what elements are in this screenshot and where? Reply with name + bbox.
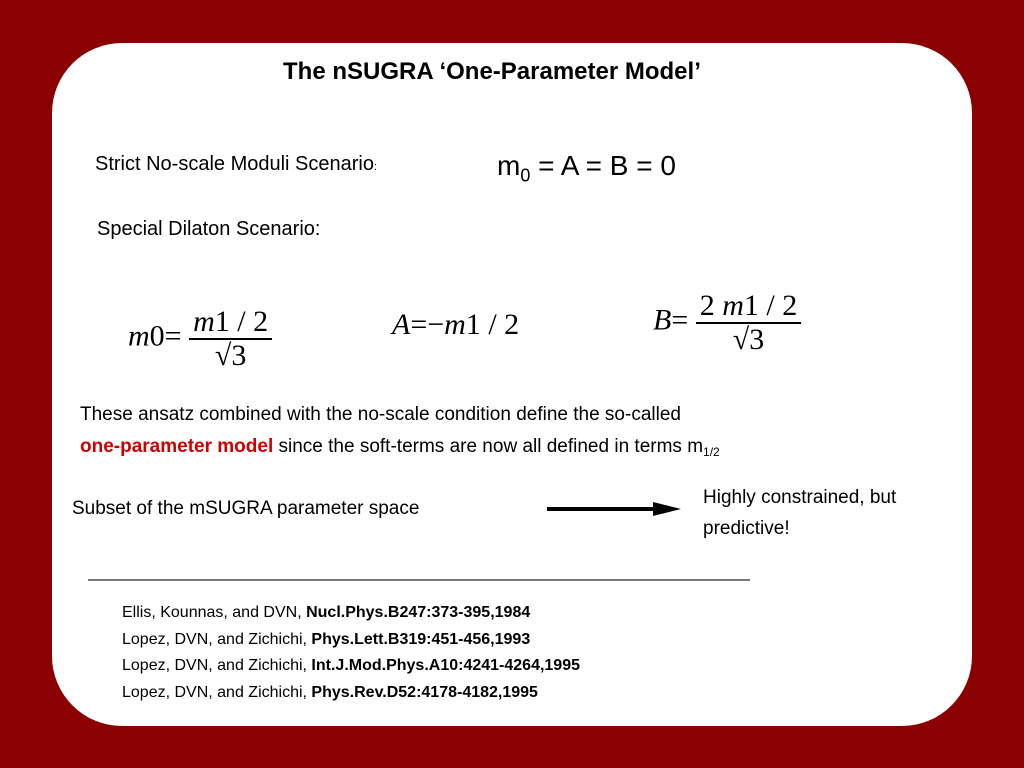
strict-m-sub: 0 — [520, 165, 531, 186]
eq2-eq: =− — [410, 308, 445, 341]
eq3-numerator — [696, 290, 802, 324]
ansatz-line-1: These ansatz combined with the no-scale condition define the so-called — [80, 404, 681, 425]
eq3-lhs: B — [653, 303, 672, 337]
reference-item — [122, 680, 580, 707]
eq3-num-rest: 1 / 2 — [743, 289, 798, 322]
strict-scenario-label: Strict No-scale Moduli Scenario — [95, 153, 374, 175]
reference-journal: Phys.Rev.D52:4178-4182,1995 — [311, 683, 538, 701]
reference-item — [122, 627, 580, 654]
strict-m: m — [497, 150, 521, 181]
eq3-eq: = — [671, 303, 689, 337]
dilaton-label: Special Dilaton Scenario: — [97, 218, 321, 240]
ansatz-sub: 1/2 — [703, 445, 720, 459]
subset-text: Subset of the mSUGRA parameter space — [72, 498, 420, 519]
equation-B — [653, 290, 801, 355]
equation-A — [392, 308, 519, 342]
references — [122, 600, 580, 706]
eq1-lhs: m — [128, 319, 150, 353]
equation-m0 — [128, 306, 272, 371]
eq1-denominator: √3 — [214, 338, 247, 372]
eq1-num-m: m — [193, 305, 215, 338]
eq1-eq: = — [164, 319, 182, 353]
slide-title: The nSUGRA ‘One-Parameter Model’ — [283, 58, 701, 85]
strict-scenario — [95, 153, 377, 176]
reference-authors: Lopez, DVN, and Zichichi, — [122, 683, 312, 701]
eq2-lhs: A — [392, 308, 411, 341]
ansatz-line-2 — [80, 436, 720, 459]
reference-authors: Lopez, DVN, and Zichichi, — [122, 657, 312, 674]
eq1-num-rest: 1 / 2 — [214, 305, 269, 338]
eq2-m: m — [444, 308, 466, 341]
reference-journal: Phys.Lett.B319:451-456,1993 — [311, 630, 531, 648]
ansatz-line-2-text: since the soft-terms are now all defined in terms m — [273, 436, 704, 457]
eq1-lhs-sub: 0 — [149, 319, 165, 353]
reference-item — [122, 600, 580, 627]
separator-rule: ______________________________________________________________________ — [88, 562, 750, 581]
strict-rest: = A = B = 0 — [530, 150, 676, 181]
eq3-denominator: √3 — [732, 322, 765, 356]
eq3-fraction — [696, 290, 802, 355]
constrained-text — [703, 482, 896, 544]
constrained-line-1: Highly constrained, but — [703, 487, 897, 508]
strict-equation — [497, 150, 676, 187]
one-parameter-highlight: one-parameter model — [80, 436, 274, 457]
reference-item — [122, 653, 580, 680]
reference-authors: Lopez, DVN, and Zichichi, — [122, 630, 312, 648]
constrained-line-2: predictive! — [703, 518, 790, 539]
reference-journal: Nucl.Phys.B247:373-395,1984 — [306, 604, 531, 621]
eq2-rest: 1 / 2 — [465, 308, 520, 341]
eq3-num-2: 2 — [699, 289, 715, 322]
eq3-num-m: m — [722, 289, 744, 322]
eq1-fraction — [189, 306, 272, 371]
reference-authors: Ellis, Kounnas, and DVN, — [122, 604, 307, 621]
strict-scenario-colon: : — [374, 161, 378, 173]
reference-journal: Int.J.Mod.Phys.A10:4241-4264,1995 — [311, 657, 580, 674]
eq1-numerator — [189, 306, 272, 340]
arrow-icon — [545, 498, 685, 520]
